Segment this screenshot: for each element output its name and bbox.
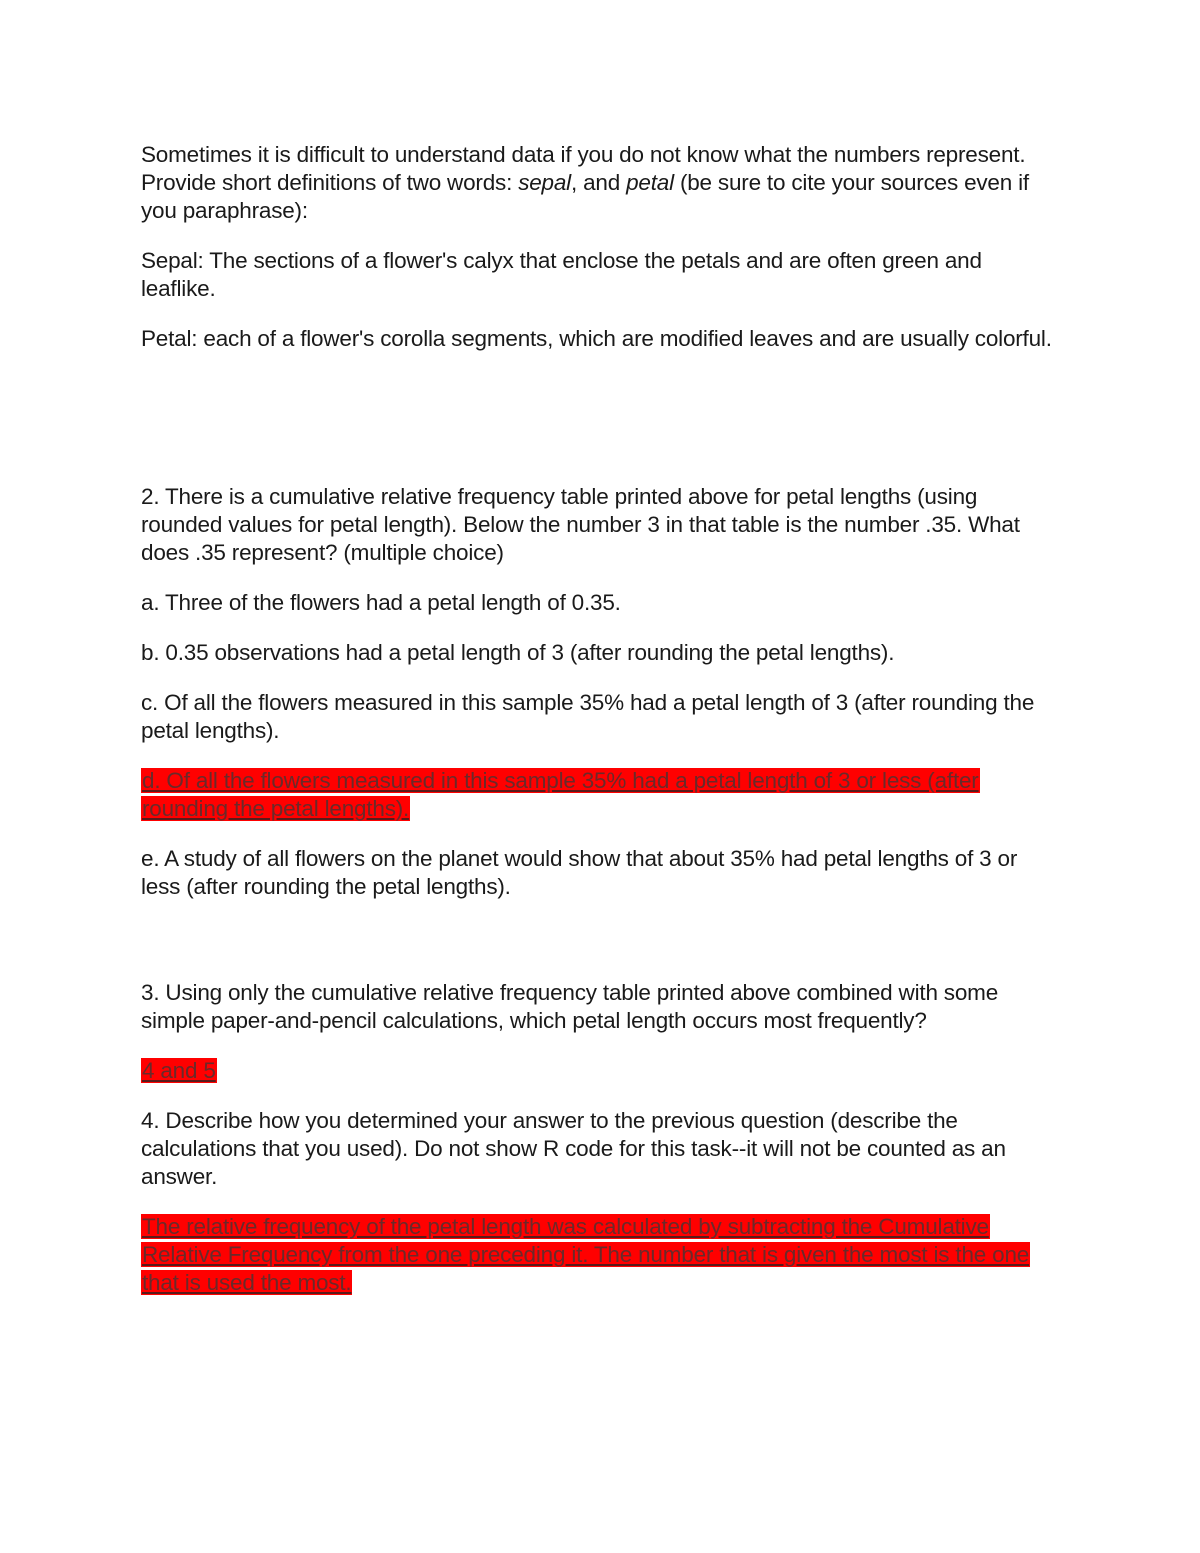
document-page [141,141,1061,1297]
answer-4-highlight: The relative frequency of the petal length was calculated by subtracting the Cumulative Relative Frequency from the one preceding it. The number that is given the most is the one that is used the most. [142,1214,1030,1295]
intro-word-sepal: sepal [518,170,571,195]
answer-3 [141,1057,1061,1085]
sepal-definition: Sepal: The sections of a flower's calyx that enclose the petals and are often green and leaflike. [141,248,982,301]
intro-text-1: Sometimes it is difficult to understand data if you do not know what the numbers represent. Provide short definitions of two words: [141,142,1026,195]
option-e: e. A study of all flowers on the planet would show that about 35% had petal lengths of 3 or less (after rounding the petal lengths). [141,846,1018,899]
answer-3-highlight: 4 and 5 [142,1058,216,1083]
option-c: c. Of all the flowers measured in this sample 35% had a petal length of 3 (after rounding the petal lengths). [141,690,1035,743]
answer-4 [141,1213,1061,1297]
question-2: 2. There is a cumulative relative frequency table printed above for petal lengths (using rounded values for petal length). Below the number 3 in that table is the number .35. What does .35 represent? (multiple choice) [141,484,1020,565]
question-4: 4. Describe how you determined your answer to the previous question (describe the calculations that you used). Do not show R code for this task--it will not be counted as an answer. [141,1108,1006,1189]
option-b: b. 0.35 observations had a petal length of 3 (after rounding the petal lengths). [141,640,895,665]
intro-text-2: , and [570,170,627,195]
option-a: a. Three of the flowers had a petal length of 0.35. [141,590,621,615]
selected-answer-highlight: d. Of all the flowers measured in this sample 35% had a petal length of 3 or less (after rounding the petal lengths). [142,768,979,821]
option-d-selected [141,767,1061,823]
intro-word-petal: petal [626,170,674,195]
intro-text-3: (be sure to cite your sources even if you paraphrase): [141,170,1029,223]
question-3: 3. Using only the cumulative relative frequency table printed above combined with some simple paper-and-pencil calculations, which petal length occurs most frequently? [141,980,999,1033]
petal-definition: Petal: each of a flower's corolla segments, which are modified leaves and are usually colorful. [141,326,1052,351]
intro-paragraph [141,141,1061,225]
